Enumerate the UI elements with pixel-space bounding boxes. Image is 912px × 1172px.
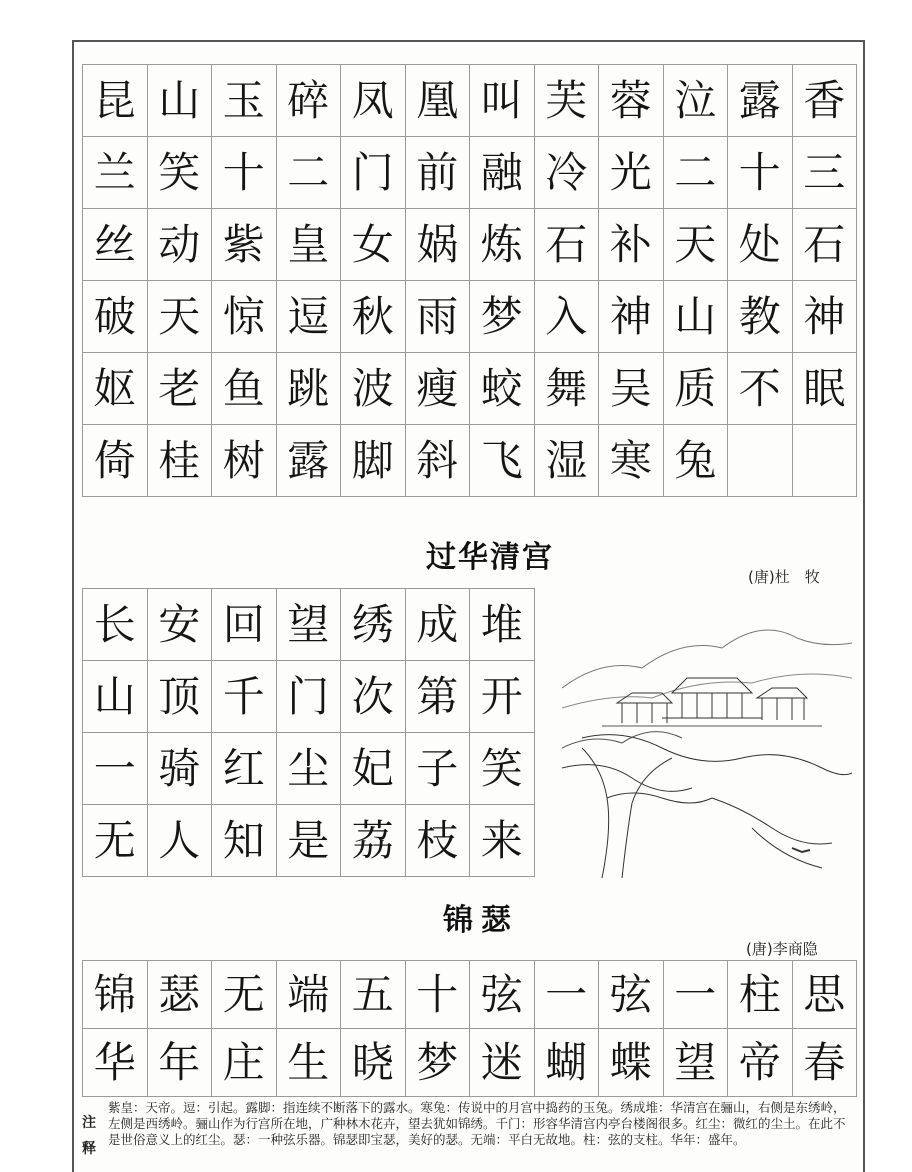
character-cell: [148, 589, 213, 661]
handwritten-character: 一: [545, 969, 588, 1019]
character-cell: [277, 805, 342, 877]
handwritten-character: 斜: [416, 435, 459, 485]
handwritten-character: 安: [158, 599, 201, 649]
handwritten-character: 成: [416, 599, 459, 649]
character-cell: [83, 805, 148, 877]
grid-row: [83, 661, 535, 733]
poem2-grid: [82, 588, 535, 877]
grid-row: [83, 589, 535, 661]
handwritten-character: 凤: [351, 75, 394, 125]
character-cell: [148, 961, 213, 1029]
handwritten-character: 二: [287, 147, 330, 197]
grid-row: [83, 733, 535, 805]
character-cell: [148, 733, 213, 805]
handwritten-character: 无: [222, 969, 265, 1019]
character-cell: [793, 137, 858, 209]
character-cell: [83, 209, 148, 281]
character-cell: [470, 425, 535, 497]
handwritten-character: 昆: [93, 75, 136, 125]
handwritten-character: 知: [222, 815, 265, 865]
character-cell: [148, 281, 213, 353]
character-cell: [83, 425, 148, 497]
handwritten-character: 门: [351, 147, 394, 197]
character-cell: [341, 425, 406, 497]
notes-text: 紫皇：天帝。逗：引起。露脚：指连续不断落下的露水。寒兔：传说中的月宫中捣药的玉兔。绣成堆：华清宫在骊山，右侧是东绣岭，左侧是西绣岭。骊山作为行宫所在地，广种林木花卉，望去犹如锦绣。千门：形容华清宫内亭台楼阁很多。红尘：微红的尘土。在此不是世俗意义上的红尘。瑟：一种弦乐器。锦瑟即宝瑟，美好的瑟。无端：平白无故地。柱：弦的支柱。华年：盛年。: [108, 1100, 846, 1147]
character-cell: [341, 661, 406, 733]
character-cell: [83, 589, 148, 661]
character-cell: [535, 425, 600, 497]
handwritten-character: 是: [287, 815, 330, 865]
handwritten-character: 笑: [158, 147, 201, 197]
character-cell: [793, 281, 858, 353]
character-cell: [341, 209, 406, 281]
handwritten-character: 妪: [93, 363, 136, 413]
character-cell: [728, 281, 793, 353]
handwritten-character: 脚: [351, 435, 394, 485]
handwritten-character: 锦: [93, 969, 136, 1019]
handwritten-character: 千: [222, 671, 265, 721]
handwritten-character: 门: [287, 671, 330, 721]
character-cell: [728, 961, 793, 1029]
handwritten-character: 碎: [287, 75, 330, 125]
character-cell: [406, 1029, 471, 1097]
handwritten-character: 兔: [674, 435, 717, 485]
character-cell: [470, 661, 535, 733]
grid-row: [83, 1029, 857, 1097]
handwritten-character: 露: [287, 435, 330, 485]
handwritten-character: 紫: [222, 219, 265, 269]
handwritten-character: 次: [351, 671, 394, 721]
character-cell: [793, 961, 858, 1029]
handwritten-character: 泣: [674, 75, 717, 125]
handwritten-character: 生: [287, 1037, 330, 1087]
poem3-title: 锦瑟: [443, 903, 519, 938]
notes-label: [72, 1100, 102, 1172]
character-cell: [728, 137, 793, 209]
character-cell: [406, 589, 471, 661]
handwritten-character: 露: [738, 75, 781, 125]
character-cell: [148, 65, 213, 137]
character-cell: [148, 353, 213, 425]
character-cell: [83, 281, 148, 353]
handwritten-character: 子: [416, 743, 459, 793]
character-cell: [83, 1029, 148, 1097]
handwritten-character: 凰: [416, 75, 459, 125]
handwritten-character: 回: [222, 599, 265, 649]
character-cell: [148, 661, 213, 733]
character-cell: [470, 353, 535, 425]
character-cell: [470, 281, 535, 353]
notes-label-char: 释: [82, 1141, 96, 1157]
character-cell: [212, 661, 277, 733]
handwritten-character: 山: [674, 291, 717, 341]
character-cell: [535, 1029, 600, 1097]
handwritten-character: 娲: [416, 219, 459, 269]
character-cell: [470, 961, 535, 1029]
handwritten-character: 不: [738, 363, 781, 413]
poem3-author: (唐)李商隐: [746, 940, 818, 958]
grid-row: [83, 805, 535, 877]
handwritten-character: 妃: [351, 743, 394, 793]
handwritten-character: 山: [158, 75, 201, 125]
character-cell: [212, 281, 277, 353]
character-cell: [664, 209, 729, 281]
character-cell: [277, 425, 342, 497]
character-cell: [277, 281, 342, 353]
handwritten-character: 一: [674, 969, 717, 1019]
handwritten-character: 二: [674, 147, 717, 197]
character-cell: [535, 209, 600, 281]
handwritten-character: 芙: [545, 75, 588, 125]
character-cell: [148, 1029, 213, 1097]
character-cell: [212, 589, 277, 661]
grid-row: [83, 961, 857, 1029]
handwritten-character: 女: [351, 219, 394, 269]
handwritten-character: 思: [803, 969, 846, 1019]
character-cell: [212, 805, 277, 877]
character-cell: [212, 353, 277, 425]
character-cell: [277, 353, 342, 425]
handwritten-character: 寒: [609, 435, 652, 485]
handwritten-character: 雨: [416, 291, 459, 341]
handwritten-character: 飞: [480, 435, 523, 485]
handwritten-character: 来: [480, 815, 523, 865]
character-cell: [599, 137, 664, 209]
handwritten-character: 年: [158, 1037, 201, 1087]
character-cell: [406, 425, 471, 497]
character-cell: [341, 353, 406, 425]
handwritten-character: 入: [545, 291, 588, 341]
grid-row: [83, 281, 857, 353]
handwritten-character: 顶: [158, 671, 201, 721]
handwritten-character: 天: [158, 291, 201, 341]
character-cell: [599, 1029, 664, 1097]
character-cell: [406, 281, 471, 353]
handwritten-character: 树: [222, 435, 265, 485]
handwritten-character: 神: [803, 291, 846, 341]
handwritten-character: 春: [803, 1037, 846, 1087]
character-cell: [341, 589, 406, 661]
handwritten-character: 叫: [480, 75, 523, 125]
handwritten-character: 皇: [287, 219, 330, 269]
palace-mountain-sketch-icon: [562, 598, 852, 878]
character-cell: [212, 209, 277, 281]
poem2-title: 过华清宫: [426, 540, 554, 575]
poem3-grid: [82, 960, 857, 1097]
character-cell: [535, 137, 600, 209]
character-cell: [728, 1029, 793, 1097]
handwritten-character: 蛟: [480, 363, 523, 413]
handwritten-character: 天: [674, 219, 717, 269]
character-cell: [406, 65, 471, 137]
character-cell: [793, 353, 858, 425]
character-cell: [535, 353, 600, 425]
handwritten-character: 质: [674, 363, 717, 413]
character-cell: [535, 281, 600, 353]
character-cell: [212, 733, 277, 805]
handwritten-character: 破: [93, 291, 136, 341]
character-cell: [664, 425, 729, 497]
handwritten-character: 五: [351, 969, 394, 1019]
character-cell: [277, 589, 342, 661]
character-cell: [277, 661, 342, 733]
character-cell: [148, 137, 213, 209]
character-cell: [470, 65, 535, 137]
handwritten-character: 瘦: [416, 363, 459, 413]
character-cell: [212, 65, 277, 137]
character-cell: [470, 805, 535, 877]
handwritten-character: 补: [609, 219, 652, 269]
handwritten-character: 绣: [351, 599, 394, 649]
handwritten-character: 丝: [93, 219, 136, 269]
character-cell: [599, 281, 664, 353]
handwritten-character: 石: [803, 219, 846, 269]
handwritten-character: 蝶: [609, 1037, 652, 1087]
notes-label-char: 注: [82, 1115, 96, 1131]
handwritten-character: 光: [609, 147, 652, 197]
handwritten-character: 望: [287, 599, 330, 649]
handwritten-character: 兰: [93, 147, 136, 197]
character-cell: [535, 65, 600, 137]
character-cell: [470, 209, 535, 281]
handwritten-character: 波: [351, 363, 394, 413]
character-cell: [599, 209, 664, 281]
handwritten-character: 香: [803, 75, 846, 125]
handwritten-character: 玉: [222, 75, 265, 125]
character-cell: [406, 733, 471, 805]
character-cell: [277, 137, 342, 209]
character-cell: [341, 805, 406, 877]
character-cell: [470, 1029, 535, 1097]
handwritten-character: 端: [287, 969, 330, 1019]
handwritten-character: 眠: [803, 363, 846, 413]
character-cell: [212, 425, 277, 497]
handwritten-character: 跳: [287, 363, 330, 413]
character-cell: [728, 209, 793, 281]
handwritten-character: 第: [416, 671, 459, 721]
handwritten-character: 冷: [545, 147, 588, 197]
character-cell: [148, 425, 213, 497]
handwritten-character: 湿: [545, 435, 588, 485]
handwritten-character: 融: [480, 147, 523, 197]
character-cell: [728, 65, 793, 137]
character-cell: [470, 733, 535, 805]
handwritten-character: 无: [93, 815, 136, 865]
character-cell: [599, 961, 664, 1029]
character-cell: [148, 805, 213, 877]
handwritten-character: 笑: [480, 743, 523, 793]
character-cell: [277, 209, 342, 281]
handwritten-character: 晓: [351, 1037, 394, 1087]
character-cell: [212, 961, 277, 1029]
handwritten-character: 骑: [158, 743, 201, 793]
character-cell: [406, 353, 471, 425]
handwritten-character: 秋: [351, 291, 394, 341]
handwritten-character: 舞: [545, 363, 588, 413]
character-cell: [406, 805, 471, 877]
grid-row: [83, 425, 857, 497]
character-cell: [664, 65, 729, 137]
character-cell: [470, 589, 535, 661]
character-cell: [83, 65, 148, 137]
handwritten-character: 神: [609, 291, 652, 341]
character-cell: [664, 281, 729, 353]
handwritten-character: 迷: [480, 1037, 523, 1087]
handwritten-character: 梦: [416, 1037, 459, 1087]
notes-section: [72, 1100, 865, 1172]
handwritten-character: 帝: [738, 1037, 781, 1087]
character-cell: [83, 661, 148, 733]
handwritten-character: 红: [222, 743, 265, 793]
grid-row: [83, 137, 857, 209]
character-cell: [599, 65, 664, 137]
handwritten-character: 惊: [222, 291, 265, 341]
handwritten-character: 鱼: [222, 363, 265, 413]
character-cell: [83, 733, 148, 805]
character-cell: [341, 733, 406, 805]
handwritten-character: 庄: [222, 1037, 265, 1087]
handwritten-character: 长: [93, 599, 136, 649]
handwritten-character: 桂: [158, 435, 201, 485]
handwritten-character: 教: [738, 291, 781, 341]
character-cell: [406, 961, 471, 1029]
character-cell: [728, 353, 793, 425]
character-cell: [212, 137, 277, 209]
handwritten-character: 动: [158, 219, 201, 269]
poem1-grid: [82, 64, 857, 497]
handwritten-character: 尘: [287, 743, 330, 793]
character-cell: [277, 733, 342, 805]
character-cell: [341, 1029, 406, 1097]
grid-row: [83, 65, 857, 137]
character-cell: [535, 961, 600, 1029]
character-cell: [277, 1029, 342, 1097]
character-cell: [406, 209, 471, 281]
character-cell: [83, 137, 148, 209]
handwritten-character: 蝴: [545, 1037, 588, 1087]
handwritten-character: 处: [738, 219, 781, 269]
character-cell: [664, 137, 729, 209]
handwritten-character: 弦: [480, 969, 523, 1019]
poem2-author: (唐)杜 牧: [748, 568, 820, 586]
handwritten-character: 柱: [738, 969, 781, 1019]
character-cell: [277, 961, 342, 1029]
character-cell: [341, 65, 406, 137]
handwritten-character: 十: [222, 147, 265, 197]
character-cell: [341, 137, 406, 209]
character-cell: [664, 1029, 729, 1097]
handwritten-character: 前: [416, 147, 459, 197]
handwritten-character: 倚: [93, 435, 136, 485]
handwritten-character: 开: [480, 671, 523, 721]
handwritten-character: 堆: [480, 599, 523, 649]
handwritten-character: 望: [674, 1037, 717, 1087]
character-cell: [341, 961, 406, 1029]
character-cell: [83, 353, 148, 425]
character-cell: [793, 425, 858, 497]
character-cell: [83, 961, 148, 1029]
character-cell: [212, 1029, 277, 1097]
handwritten-character: 老: [158, 363, 201, 413]
handwritten-character: 三: [803, 147, 846, 197]
character-cell: [470, 137, 535, 209]
handwritten-character: 一: [93, 743, 136, 793]
handwritten-character: 蓉: [609, 75, 652, 125]
grid-row: [83, 209, 857, 281]
handwritten-character: 弦: [609, 969, 652, 1019]
grid-row: [83, 353, 857, 425]
handwritten-character: 人: [158, 815, 201, 865]
character-cell: [599, 425, 664, 497]
handwritten-character: 华: [93, 1037, 136, 1087]
handwritten-character: 梦: [480, 291, 523, 341]
character-cell: [664, 961, 729, 1029]
handwritten-character: 炼: [480, 219, 523, 269]
handwritten-character: 荔: [351, 815, 394, 865]
handwritten-character: 山: [93, 671, 136, 721]
handwritten-character: 十: [738, 147, 781, 197]
character-cell: [793, 65, 858, 137]
handwritten-character: 十: [416, 969, 459, 1019]
character-cell: [599, 353, 664, 425]
handwritten-character: 瑟: [158, 969, 201, 1019]
handwritten-character: 逗: [287, 291, 330, 341]
character-cell: [793, 209, 858, 281]
character-cell: [664, 353, 729, 425]
handwritten-character: 吴: [609, 363, 652, 413]
character-cell: [341, 281, 406, 353]
character-cell: [148, 209, 213, 281]
character-cell: [277, 65, 342, 137]
character-cell: [406, 137, 471, 209]
character-cell: [406, 661, 471, 733]
character-cell: [728, 425, 793, 497]
handwritten-character: 枝: [416, 815, 459, 865]
handwritten-character: 石: [545, 219, 588, 269]
character-cell: [793, 1029, 858, 1097]
